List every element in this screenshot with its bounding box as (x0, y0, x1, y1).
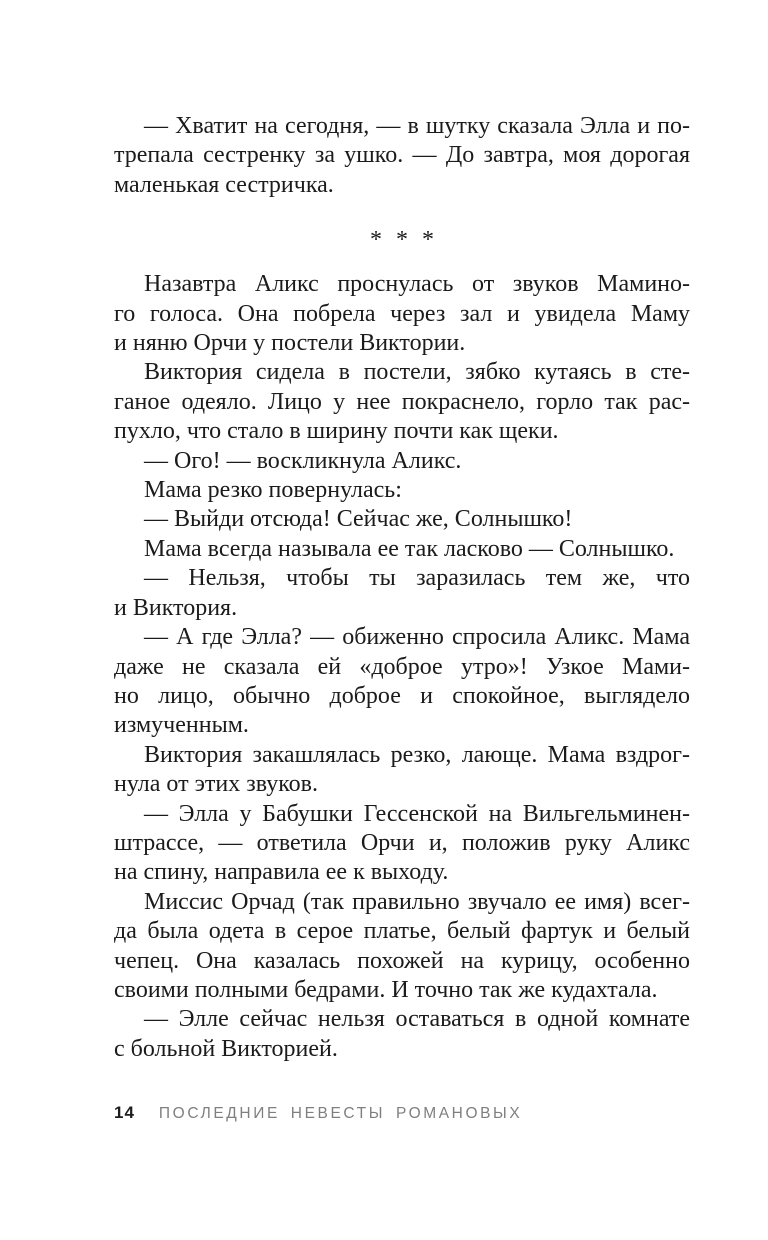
paragraph (114, 888, 690, 1006)
text-line: чепец. Она казалась похожей на курицу, особенно (114, 947, 690, 974)
text-line: пухло, что стало в ширину почти как щеки. (114, 418, 559, 445)
text-line: Назавтра Аликс проснулась от звуков Мамино- (144, 271, 690, 298)
text-line: Мама резко повернулась: (144, 477, 402, 504)
text-line: го голоса. Она побрела через зал и увидела Маму (114, 300, 690, 327)
text-line: маленькая сестричка. (114, 171, 334, 198)
text-line: с больной Викторией. (114, 1035, 338, 1062)
text-line: но лицо, обычно доброе и спокойное, выглядело (114, 682, 690, 709)
text-line: — Выйди отсюда! Сейчас же, Солнышко! (144, 506, 573, 533)
text-line: Миссис Орчад (так правильно звучало ее имя) всег- (144, 888, 690, 915)
page-number: 14 (114, 1103, 135, 1122)
running-title: ПОСЛЕДНИЕ НЕВЕСТЫ РОМАНОВЫХ (158, 1105, 523, 1122)
paragraph (114, 505, 690, 534)
paragraph (114, 1005, 690, 1064)
paragraph (114, 800, 690, 888)
text-line: — Элле сейчас нельзя оставаться в одной комнате (144, 1006, 690, 1033)
text-line: Виктория сидела в постели, зябко кутаясь в сте- (144, 359, 690, 386)
text-line: да была одета в серое платье, белый фартук и белый (114, 918, 690, 945)
paragraph (114, 447, 690, 476)
paragraph (114, 270, 690, 358)
text-line: даже не сказала ей «доброе утро»! Узкое Мами- (114, 653, 690, 680)
text-line: на спину, направила ее к выходу. (114, 859, 449, 886)
asterisk-ornament: * * * (370, 227, 434, 254)
text-line: — Элла у Бабушки Гессенской на Вильгельминен- (144, 800, 690, 827)
text-line: ганое одеяло. Лицо у нее покраснело, горло так рас- (114, 388, 690, 415)
paragraph (114, 564, 690, 623)
paragraph (114, 741, 690, 800)
text-line: нула от этих звуков. (114, 771, 318, 798)
text-line: — А где Элла? — обиженно спросила Аликс. Мама (144, 624, 690, 651)
page-footer (114, 1103, 522, 1123)
paragraph (114, 358, 690, 446)
text-line: Мама всегда называла ее так ласково — Солнышко. (144, 535, 675, 562)
paragraph (114, 112, 690, 200)
text-line: трепала сестренку за ушко. — До завтра, моя дорогая (114, 142, 690, 169)
text-line: измученным. (114, 712, 249, 739)
text-line: — Хватит на сегодня, — в шутку сказала Элла и по- (144, 113, 690, 139)
text-line: штрассе, — ответила Орчи и, положив руку Аликс (114, 829, 690, 856)
paragraph (114, 476, 690, 505)
text-line: — Ого! — воскликнула Аликс. (144, 447, 462, 474)
text-line: Виктория закашлялась резко, лающе. Мама вздрог- (144, 741, 690, 768)
page-text (114, 112, 690, 1064)
paragraph (114, 623, 690, 741)
paragraph (114, 535, 690, 564)
text-line: и Виктория. (114, 594, 238, 621)
text-line: своими полными бедрами. И точно так же кудахтала. (114, 976, 658, 1003)
text-line: — Нельзя, чтобы ты заразилась тем же, что (144, 565, 690, 592)
section-separator (114, 200, 690, 270)
text-line: и няню Орчи у постели Виктории. (114, 330, 466, 357)
